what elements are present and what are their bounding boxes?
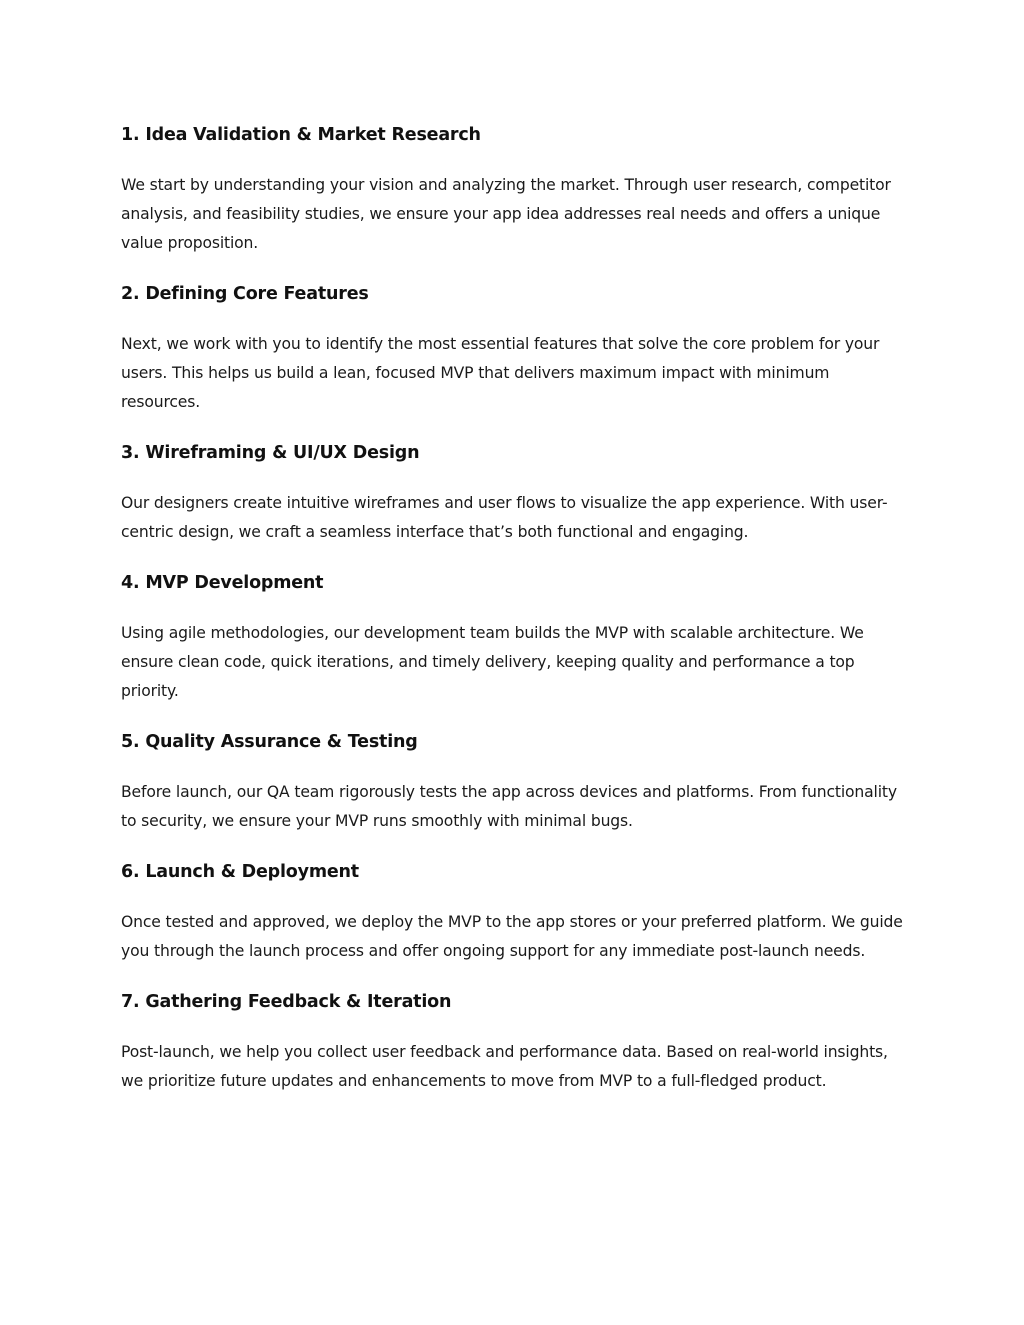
section-body: Before launch, our QA team rigorously tests the app across devices and platforms. From functionality to security, we ensure your MVP runs smoothly with minimal bugs.: [121, 783, 897, 830]
section-idea-validation: [121, 121, 906, 258]
section-body: Our designers create intuitive wireframes and user flows to visualize the app experience. With user-centric design, we craft a seamless interface that’s both functional and engaging.: [121, 494, 888, 541]
section-feedback-iteration: [121, 988, 906, 1096]
section-heading: 6. Launch & Deployment: [121, 862, 359, 882]
section-wireframing-design: [121, 439, 906, 547]
section-heading: 2. Defining Core Features: [121, 284, 369, 304]
section-mvp-development: [121, 569, 906, 706]
section-heading: 7. Gathering Feedback & Iteration: [121, 992, 452, 1012]
section-heading: 4. MVP Development: [121, 573, 324, 593]
section-body: Next, we work with you to identify the most essential features that solve the core problem for your users. This helps us build a lean, focused MVP that delivers maximum impact with minimum resources.: [121, 335, 880, 411]
section-body: Post-launch, we help you collect user feedback and performance data. Based on real-world insights, we prioritize future updates and enhancements to move from MVP to a full-fledged product.: [121, 1043, 888, 1090]
section-heading: 3. Wireframing & UI/UX Design: [121, 443, 420, 463]
section-heading: 5. Quality Assurance & Testing: [121, 732, 418, 752]
section-core-features: [121, 280, 906, 417]
section-quality-assurance: [121, 728, 906, 836]
section-body: Once tested and approved, we deploy the MVP to the app stores or your preferred platform. We guide you through the launch process and offer ongoing support for any immediate post-launch needs.: [121, 913, 903, 960]
section-body: Using agile methodologies, our development team builds the MVP with scalable architecture. We ensure clean code, quick iterations, and timely delivery, keeping quality and performance a top priority.: [121, 624, 864, 700]
section-heading: 1. Idea Validation & Market Research: [121, 125, 481, 145]
document-page: [121, 121, 906, 1118]
section-body: We start by understanding your vision and analyzing the market. Through user research, competitor analysis, and feasibility studies, we ensure your app idea addresses real needs and offers a unique value proposition.: [121, 176, 891, 252]
section-launch-deployment: [121, 858, 906, 966]
